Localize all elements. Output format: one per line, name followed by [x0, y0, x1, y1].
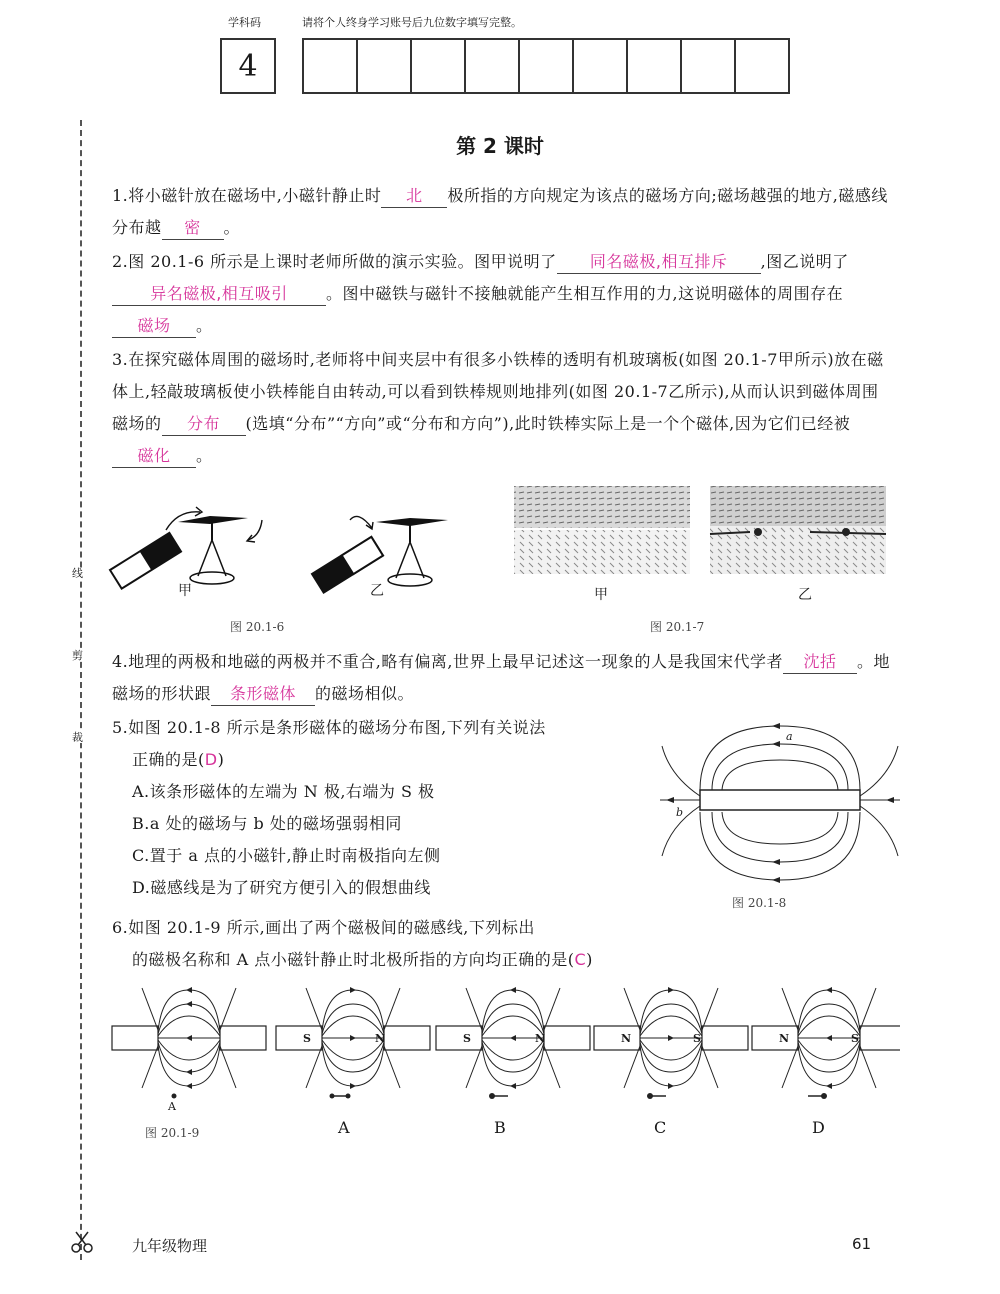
q5-stem-1: 5.如图 20.1-8 所示是条形磁体的磁场分布图,下列有关说法	[112, 718, 546, 737]
page-title: 第 2 课时	[456, 134, 544, 158]
margin-mark-line: 线	[72, 567, 83, 580]
q5-option-b[interactable]: B.a 处的磁场与 b 处的磁场强弱相同	[132, 814, 402, 833]
q2-text-2: ,图乙说明了	[760, 252, 849, 271]
compass-needle-jia	[178, 516, 248, 584]
option-b-label[interactable]: B	[494, 1118, 506, 1137]
q5-stem-2	[112, 744, 672, 776]
question-4	[112, 646, 892, 710]
q3-text-3: 。	[196, 446, 213, 465]
subject-code-label: 学科码	[228, 16, 261, 29]
cut-line	[80, 120, 82, 1260]
figure-20-1-8	[660, 716, 900, 896]
q5-option-d[interactable]: D.磁感线是为了研究方便引入的假想曲线	[132, 878, 431, 897]
question-2	[112, 246, 892, 342]
q2-answer-3[interactable]: 磁场	[112, 315, 196, 338]
q6-stem-1: 6.如图 20.1-9 所示,画出了两个磁极间的磁感线,下列标出	[112, 918, 535, 937]
account-instruction: 请将个人终身学习账号后九位数字填写完整。	[302, 16, 522, 29]
pole-label-d-right: S	[851, 1032, 859, 1045]
q4-text-2: 。地磁场的形状跟	[112, 652, 890, 703]
q6-stem-2a: 的磁极名称和 A 点小磁针静止时北极所指的方向均正确的是(	[132, 950, 575, 969]
q2-text-1: 2.图 20.1-6 所示是上课时老师所做的演示实验。图甲说明了	[112, 252, 557, 271]
q3-answer-2[interactable]: 磁化	[112, 445, 196, 468]
question-3	[112, 344, 892, 472]
q5-option-c[interactable]: C.置于 a 点的小磁针,静止时南极指向左侧	[132, 846, 441, 865]
fig8-point-a: a	[786, 730, 793, 743]
q3-answer-1[interactable]: 分布	[162, 413, 246, 436]
option-d-label[interactable]: D	[812, 1118, 825, 1137]
q4-answer-1[interactable]: 沈括	[783, 651, 857, 674]
option-c-diagram	[594, 987, 748, 1099]
question-1	[112, 180, 892, 244]
q5-stem-2a: 正确的是(	[132, 750, 205, 769]
q3-text-1: 3.在探究磁体周围的磁场时,老师将中间夹层中有很多小铁棒的透明有机玻璃板(如图 20.1-7甲所示)放在磁体上,轻敲玻璃板使小铁棒能自由转动,可以看到铁棒规则地排列(如图 20.1-7乙所示),从而认识到磁体周围磁场的	[112, 350, 884, 433]
account-digit-grid[interactable]	[302, 38, 790, 94]
pole-label-a-right: N	[375, 1032, 386, 1045]
q1-answer-2[interactable]: 密	[162, 217, 224, 240]
scissors-icon	[70, 1230, 94, 1254]
footer-grade: 九年级物理	[132, 1237, 208, 1255]
fig7-caption: 图 20.1-7	[650, 620, 705, 634]
q5-stem-2b: )	[217, 750, 225, 769]
fig8-point-b: b	[676, 806, 684, 819]
subject-code-box: 4	[220, 38, 276, 94]
q4-text-3: 的磁场相似。	[315, 684, 415, 703]
option-d-diagram	[752, 987, 900, 1099]
page-number: 61	[852, 1235, 872, 1253]
q6-stem-2b: )	[586, 950, 593, 969]
compass-needle-yi	[376, 518, 448, 586]
fig6-caption: 图 20.1-6	[230, 620, 285, 634]
fig7-label-yi: 乙	[798, 587, 812, 603]
pole-label-c-right: S	[693, 1032, 701, 1045]
digit-cell[interactable]	[358, 40, 412, 92]
digit-cell[interactable]	[682, 40, 736, 92]
q2-answer-2[interactable]: 异名磁极,相互吸引	[112, 283, 326, 306]
pole-label-a-left: S	[303, 1032, 311, 1045]
option-a-diagram	[276, 987, 430, 1099]
q2-text-3: 。图中磁铁与磁针不接触就能产生相互作用的力,这说明磁体的周围存在	[326, 284, 844, 303]
pole-label-b-right: N	[535, 1032, 546, 1045]
fig8-caption: 图 20.1-8	[732, 896, 787, 910]
digit-cell[interactable]	[466, 40, 520, 92]
digit-cell[interactable]	[736, 40, 788, 92]
q2-answer-1[interactable]: 同名磁极,相互排斥	[557, 251, 761, 274]
figure-20-1-7	[510, 484, 890, 584]
fig6-label-yi: 乙	[370, 583, 384, 599]
digit-cell[interactable]	[520, 40, 574, 92]
question-5	[112, 712, 672, 904]
question-6	[112, 912, 812, 976]
option-b-diagram	[436, 987, 590, 1099]
pole-label-b-left: S	[463, 1032, 471, 1045]
q5-answer[interactable]: D	[204, 750, 218, 769]
bar-magnet	[700, 790, 860, 810]
q1-text-3: 。	[223, 218, 241, 237]
q6-stem-2	[112, 944, 812, 976]
digit-cell[interactable]	[628, 40, 682, 92]
q5-option-a[interactable]: A.该条形磁体的左端为 N 极,右端为 S 极	[132, 782, 435, 801]
q6-answer[interactable]: C	[574, 950, 587, 969]
figure-20-1-6	[100, 490, 460, 620]
option-a-label[interactable]: A	[338, 1118, 350, 1137]
pole-label-c-left: N	[621, 1032, 632, 1045]
q4-text-1: 4.地理的两极和地磁的两极并不重合,略有偏离,世界上最早记述这一现象的人是我国宋代学者	[112, 652, 783, 671]
fig7-label-jia: 甲	[594, 587, 608, 603]
q1-text-1: 1.将小磁针放在磁场中,小磁针静止时	[112, 186, 382, 205]
q1-answer-1[interactable]: 北	[381, 185, 447, 208]
fig9-diagram	[112, 987, 266, 1099]
option-c-label[interactable]: C	[654, 1118, 667, 1137]
margin-mark-tear: 裁	[72, 731, 83, 744]
q4-answer-2[interactable]: 条形磁体	[211, 683, 315, 706]
magnet-jia	[110, 533, 181, 589]
digit-cell[interactable]	[412, 40, 466, 92]
margin-mark-cut: 剪	[72, 649, 83, 662]
q1-text-2: 极所指的方向规定为该点的磁场方向;磁场越强的地方,磁感线分布越	[112, 186, 888, 237]
digit-cell[interactable]	[304, 40, 358, 92]
fig6-label-jia: 甲	[178, 583, 192, 599]
fig9-point-label: A	[168, 1100, 176, 1113]
fig9-caption: 图 20.1-9	[145, 1126, 200, 1140]
q3-text-2: (选填“分布”“方向”或“分布和方向”),此时铁棒实际上是一个个磁体,因为它们已经被	[245, 414, 851, 433]
digit-cell[interactable]	[574, 40, 628, 92]
q2-text-4: 。	[196, 316, 213, 335]
pole-label-d-left: N	[779, 1032, 790, 1045]
